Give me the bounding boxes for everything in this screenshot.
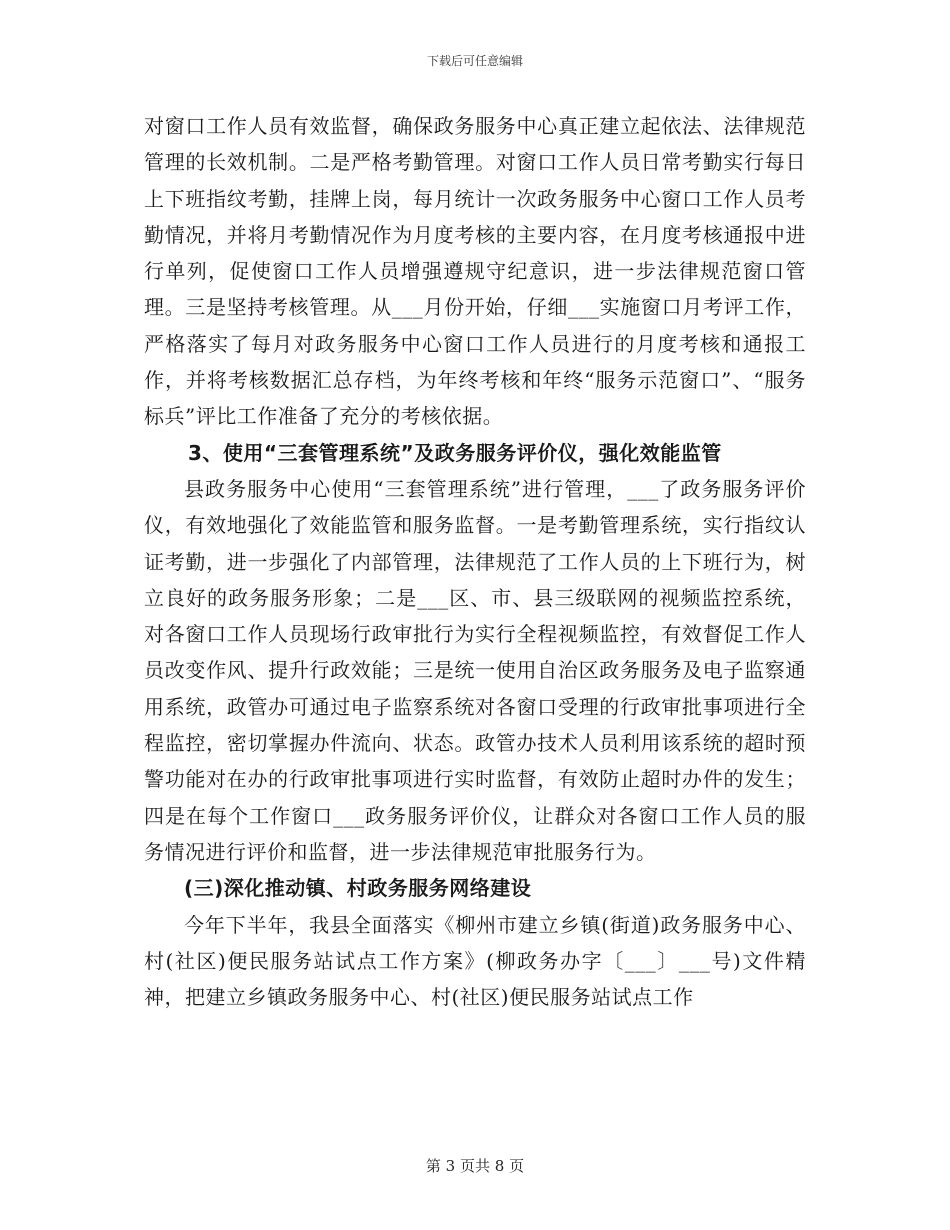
- paragraph-1: 对窗口工作人员有效监督，确保政务服务中心真正建立起依法、法律规范管理的长效机制。二是严格考勤管理。对窗口工作人员日常考勤实行每日上下班指纹考勤，挂牌上岗，每月统计一次政务服务中心窗口工作人员考勤情况，并将月考勤情况作为月度考核的主要内容，在月度考核通报中进行单列，促使窗口工作人员增强遵规守纪意识，进一步法律规范窗口管理。三是坚持考核管理。从___月份开始，仔细___实施窗口月考评工作，严格落实了每月对政务服务中心窗口工作人员进行的月度考核和通报工作，并将考核数据汇总存档，为年终考核和年终“服务示范窗口”、“服务标兵”评比工作准备了充分的考核依据。: [144, 114, 806, 429]
- document-body: [144, 108, 806, 1015]
- paragraph-3: 今年下半年，我县全面落实《柳州市建立乡镇(街道)政务服务中心、村(社区)便民服务站试点工作方案》(柳政务办字〔___〕___号)文件精神，把建立乡镇政务服务中心、村(社区)便民服务站试点工作: [144, 912, 806, 1010]
- page-footer: 第 3 页共 8 页: [425, 1157, 525, 1175]
- page-header: 下载后可任意编辑: [426, 54, 523, 68]
- paragraph-2: 县政务服务中心使用“三套管理系统”进行管理，___了政务服务评价仪，有效地强化了效能监管和服务监督。一是考勤管理系统，实行指纹认证考勤，进一步强化了内部管理，法律规范了工作人员的上下班行为，树立良好的政务服务形象；二是___区、市、县三级联网的视频监控系统，对各窗口工作人员现场行政审批行为实行全程视频监控，有效督促工作人员改变作风、提升行政效能；三是统一使用自治区政务服务及电子监察通用系统，政管办可通过电子监察系统对各窗口受理的行政审批事项进行全程监控，密切掌握办件流向、状态。政管办技术人员利用该系统的超时预警功能对在办的行政审批事项进行实时监督，有效防止超时办件的发生；四是在每个工作窗口___政务服务评价仪，让群众对各窗口工作人员的服务情况进行评价和监督，进一步法律规范审批服务行为。: [144, 476, 806, 864]
- section-heading-three: (三)深化推动镇、村政务服务网络建设: [184, 876, 532, 901]
- section-heading-3: 3、使用“三套管理系统”及政务服务评价仪，强化效能监管: [188, 440, 722, 465]
